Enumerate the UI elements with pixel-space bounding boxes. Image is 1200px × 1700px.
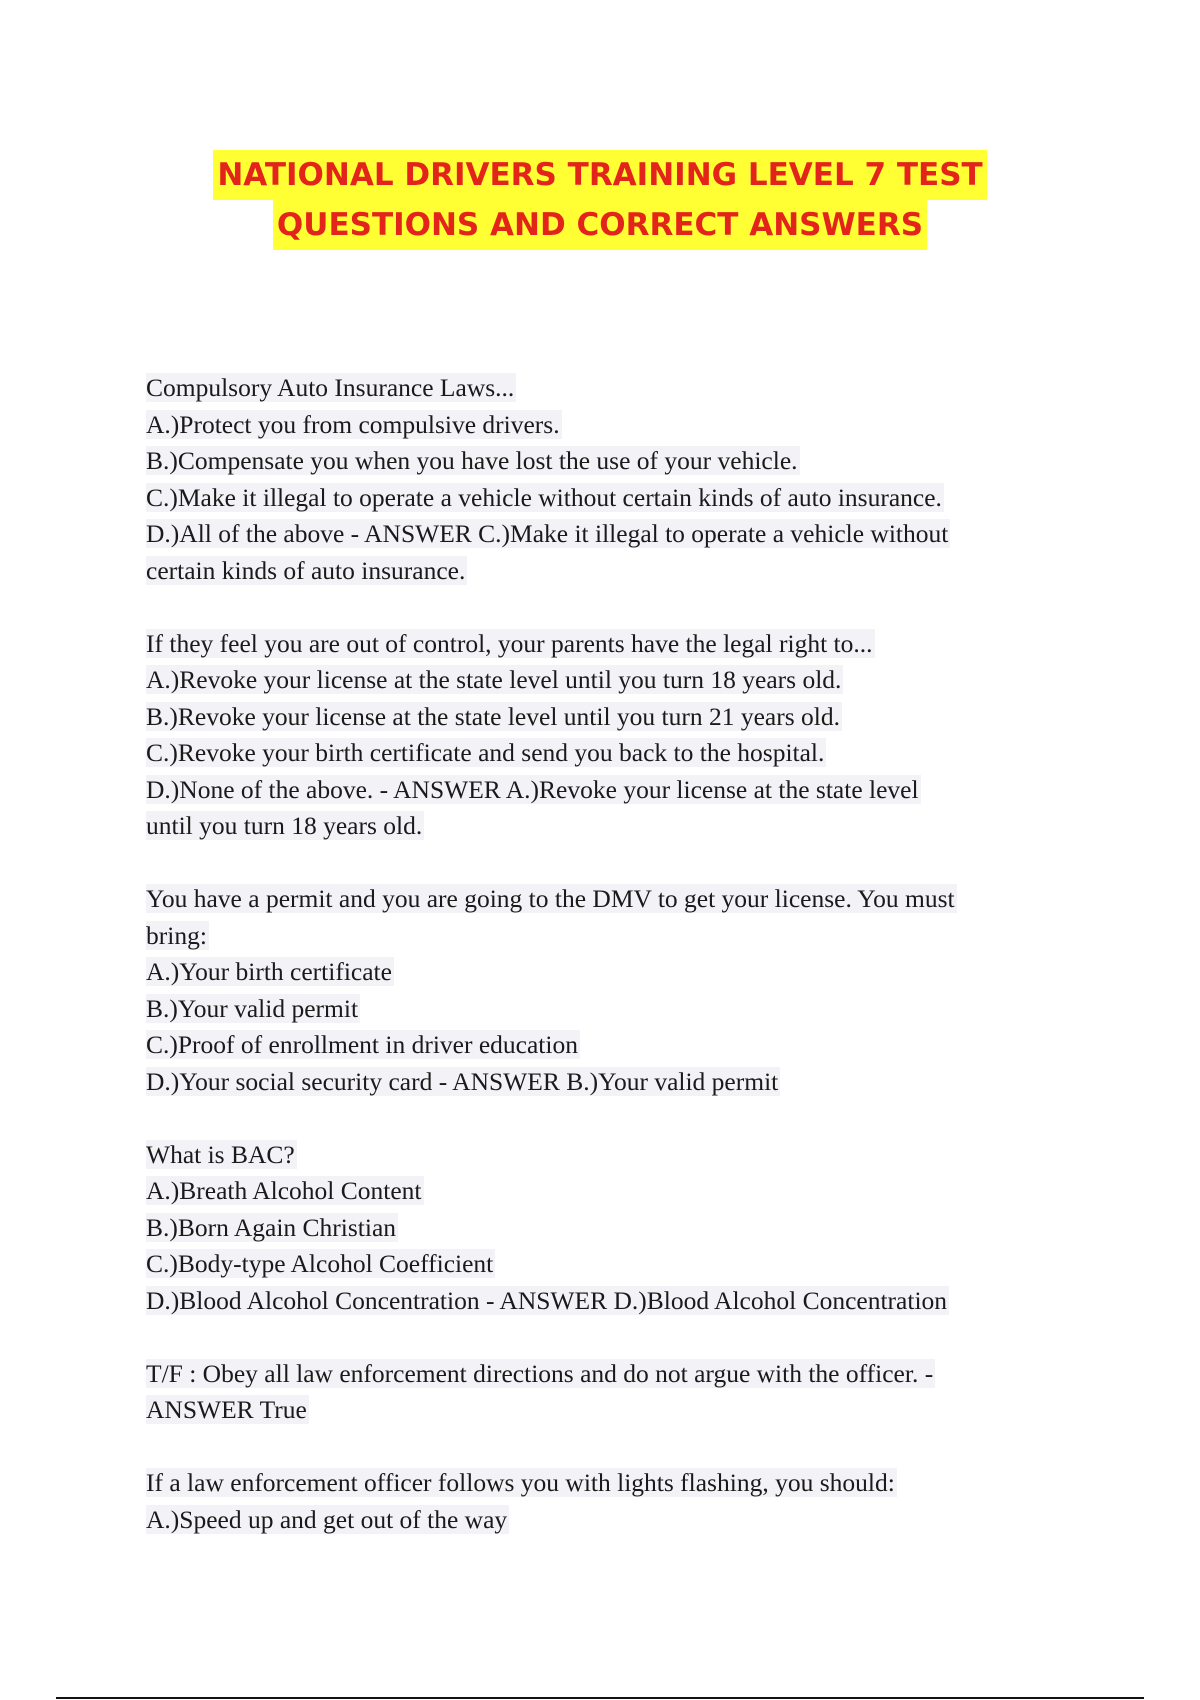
answer-line: D.)Blood Alcohol Concentration - ANSWER D.)Blood Alcohol Concentration [146, 1285, 948, 1315]
questions-list [146, 370, 1066, 1575]
title-line-1: NATIONAL DRIVERS TRAINING LEVEL 7 TEST [213, 150, 986, 200]
option-line: B.)Revoke your license at the state level until you turn 21 years old. [146, 701, 840, 731]
option-line: B.)Your valid permit [146, 993, 359, 1023]
option-line: A.)Protect you from compulsive drivers. [146, 409, 560, 439]
option-line: A.)Speed up and get out of the way [146, 1504, 508, 1534]
answer-line: D.)Your social security card - ANSWER B.)Your valid permit [146, 1066, 779, 1096]
question-block [146, 626, 1066, 845]
document-title [0, 150, 1200, 250]
option-line: A.)Revoke your license at the state level until you turn 18 years old. [146, 665, 842, 694]
option-line: C.)Body-type Alcohol Coefficient [146, 1249, 494, 1278]
option-line: A.)Your birth certificate [146, 957, 392, 986]
question-line: What is BAC? [146, 1139, 295, 1169]
question-line: T/F : Obey all law enforcement directions and do not argue with the officer. - [146, 1358, 934, 1388]
option-line: C.)Proof of enrollment in driver education [146, 1030, 578, 1059]
option-line: A.)Breath Alcohol Content [146, 1176, 422, 1205]
answer-line: D.)None of the above. - ANSWER A.)Revoke your license at the state level [146, 774, 919, 804]
question-line: Compulsory Auto Insurance Laws... [146, 373, 515, 402]
question-block [146, 881, 1066, 1100]
question-line: If they feel you are out of control, your parents have the legal right to... [146, 628, 873, 658]
question-line: You have a permit and you are going to the DMV to get your license. You must [146, 884, 955, 913]
question-block [146, 1465, 1066, 1538]
footer-divider [56, 1697, 1144, 1699]
option-line: C.)Make it illegal to operate a vehicle without certain kinds of auto insurance. [146, 482, 942, 512]
answer-line: until you turn 18 years old. [146, 811, 423, 840]
question-block [146, 1137, 1066, 1320]
title-line-2: QUESTIONS AND CORRECT ANSWERS [273, 200, 927, 250]
question-block [146, 370, 1066, 589]
option-line: B.)Born Again Christian [146, 1212, 397, 1242]
question-block [146, 1356, 1066, 1429]
answer-line: D.)All of the above - ANSWER C.)Make it illegal to operate a vehicle without [146, 519, 949, 548]
option-line: C.)Revoke your birth certificate and send you back to the hospital. [146, 738, 825, 767]
answer-line: ANSWER True [146, 1395, 307, 1424]
option-line: B.)Compensate you when you have lost the use of your vehicle. [146, 446, 798, 475]
question-line: bring: [146, 920, 207, 950]
answer-line: certain kinds of auto insurance. [146, 555, 466, 585]
question-line: If a law enforcement officer follows you with lights flashing, you should: [146, 1468, 895, 1497]
